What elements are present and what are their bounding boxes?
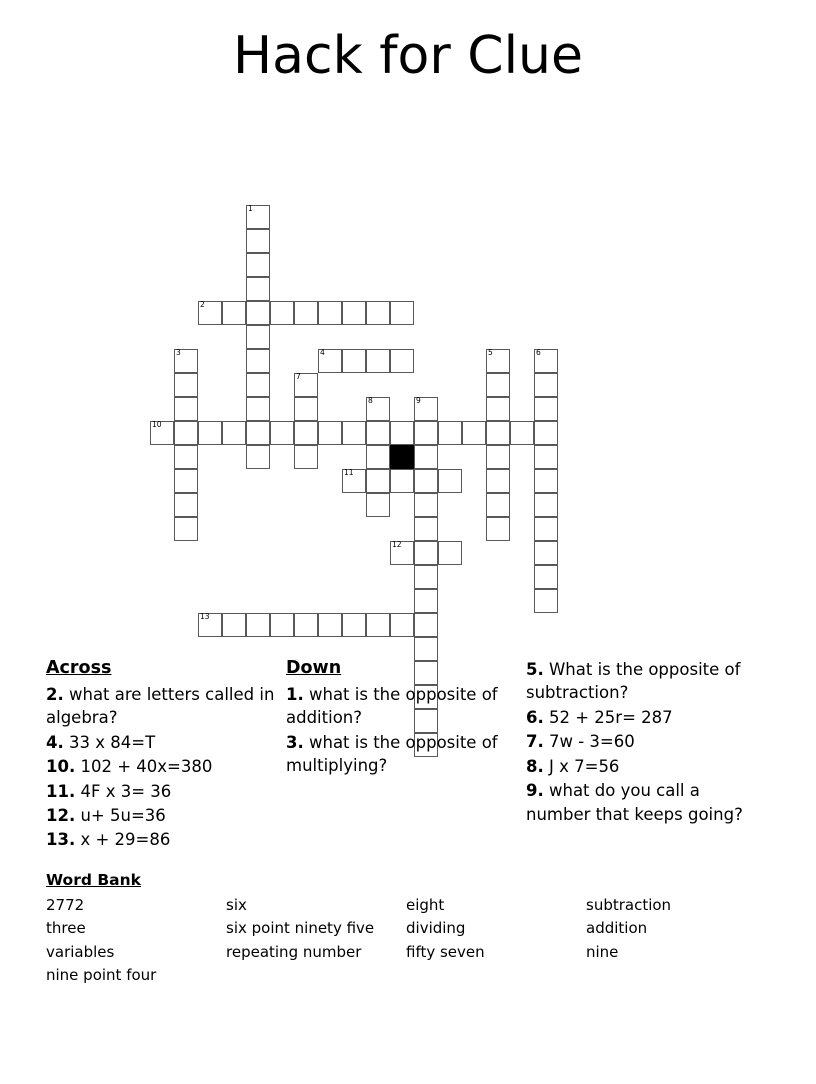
clue-text: J x 7=56 bbox=[543, 756, 620, 776]
word-bank-section bbox=[46, 871, 776, 988]
crossword-cell[interactable] bbox=[198, 421, 222, 445]
crossword-cell[interactable] bbox=[318, 421, 342, 445]
continued-clue-list bbox=[526, 658, 766, 826]
crossword-cell[interactable] bbox=[174, 493, 198, 517]
clue-item bbox=[286, 683, 526, 730]
crossword-cell[interactable] bbox=[486, 445, 510, 469]
cell-number: 5 bbox=[488, 348, 493, 358]
crossword-cell[interactable] bbox=[246, 349, 270, 373]
clue-item bbox=[46, 683, 286, 730]
crossword-cell[interactable] bbox=[342, 421, 366, 445]
crossword-cell[interactable] bbox=[294, 301, 318, 325]
crossword-cell[interactable] bbox=[366, 301, 390, 325]
crossword-cell[interactable] bbox=[318, 349, 342, 373]
crossword-cell[interactable] bbox=[414, 421, 438, 445]
word-bank-item: addition bbox=[586, 919, 648, 938]
word-bank-item bbox=[406, 964, 586, 987]
clue-number: 3. bbox=[286, 732, 304, 752]
crossword-cell[interactable] bbox=[366, 349, 390, 373]
crossword-cell[interactable] bbox=[390, 301, 414, 325]
crossword-cell[interactable] bbox=[534, 397, 558, 421]
word-bank-item: three bbox=[46, 919, 86, 938]
crossword-cell[interactable] bbox=[246, 205, 270, 229]
word-bank-item: fifty seven bbox=[406, 942, 485, 961]
crossword-cell[interactable] bbox=[390, 541, 414, 565]
cell-number: 2 bbox=[200, 300, 205, 310]
clue-number: 7. bbox=[526, 732, 544, 752]
crossword-cell[interactable] bbox=[462, 421, 486, 445]
crossword-cell[interactable] bbox=[246, 253, 270, 277]
crossword-cell[interactable] bbox=[342, 301, 366, 325]
cell-number: 1 bbox=[248, 204, 253, 214]
clue-number: 5. bbox=[526, 660, 544, 679]
clue-number: 2. bbox=[46, 684, 64, 704]
clue-text: what are letters called in algebra? bbox=[46, 684, 275, 728]
clue-number: 11. bbox=[46, 781, 76, 801]
clue-text: 33 x 84=T bbox=[63, 732, 156, 752]
crossword-cell[interactable] bbox=[438, 421, 462, 445]
cell-number: 10 bbox=[152, 420, 162, 430]
crossword-cell[interactable] bbox=[534, 421, 558, 445]
crossword-cell[interactable] bbox=[294, 445, 318, 469]
word-bank-item: subtraction bbox=[586, 896, 672, 914]
crossword-cell[interactable] bbox=[294, 421, 318, 445]
crossword-cell[interactable] bbox=[174, 469, 198, 493]
crossword-cell[interactable] bbox=[174, 397, 198, 421]
crossword-cell[interactable] bbox=[486, 373, 510, 397]
clue-item bbox=[46, 828, 286, 851]
crossword-cell[interactable] bbox=[486, 469, 510, 493]
crossword-cell[interactable] bbox=[294, 613, 318, 637]
crossword-cell[interactable] bbox=[414, 541, 438, 565]
word-bank-item bbox=[226, 964, 406, 987]
crossword-cell[interactable] bbox=[438, 469, 462, 493]
crossword-cell[interactable] bbox=[414, 445, 438, 469]
word-bank-row bbox=[46, 917, 776, 940]
page-title: Hack for Clue bbox=[233, 26, 583, 86]
crossword-cell[interactable] bbox=[366, 493, 390, 517]
clue-item bbox=[286, 731, 526, 778]
across-heading: Across bbox=[46, 658, 112, 678]
crossword-cell[interactable] bbox=[366, 613, 390, 637]
word-bank-item: 2772 bbox=[46, 896, 85, 914]
word-bank-rows bbox=[46, 894, 776, 988]
clue-item bbox=[46, 780, 286, 803]
clue-number: 10. bbox=[46, 757, 76, 777]
crossword-cell[interactable] bbox=[534, 541, 558, 565]
crossword-cell[interactable] bbox=[174, 373, 198, 397]
crossword-cell[interactable] bbox=[222, 421, 246, 445]
crossword-cell[interactable] bbox=[414, 493, 438, 517]
word-bank-item: nine bbox=[586, 942, 619, 961]
crossword-cell[interactable] bbox=[174, 349, 198, 373]
clue-number: 8. bbox=[526, 756, 544, 776]
crossword-cell[interactable] bbox=[270, 421, 294, 445]
crossword-cell[interactable] bbox=[414, 565, 438, 589]
crossword-cell[interactable] bbox=[486, 421, 510, 445]
crossword-cell[interactable] bbox=[390, 349, 414, 373]
crossword-cell[interactable] bbox=[366, 445, 390, 469]
crossword-cell[interactable] bbox=[510, 421, 534, 445]
clue-text: what do you call a number that keeps going? bbox=[526, 781, 743, 824]
crossword-cell[interactable] bbox=[246, 397, 270, 421]
crossword-cell[interactable] bbox=[246, 613, 270, 637]
crossword-cell[interactable] bbox=[270, 301, 294, 325]
clue-number: 13. bbox=[46, 830, 76, 850]
clues-section bbox=[46, 656, 776, 853]
crossword-cell[interactable] bbox=[174, 445, 198, 469]
crossword-cell[interactable] bbox=[534, 445, 558, 469]
clue-number: 1. bbox=[286, 684, 304, 704]
crossword-cell[interactable] bbox=[222, 613, 246, 637]
cell-number: 8 bbox=[368, 396, 373, 406]
word-bank-item: variables bbox=[46, 942, 115, 961]
clue-text: 4F x 3= 36 bbox=[75, 781, 172, 801]
crossword-cell[interactable] bbox=[414, 397, 438, 421]
clue-item bbox=[46, 731, 286, 754]
clue-text: what is the opposite of multiplying? bbox=[286, 732, 498, 776]
crossword-cell[interactable] bbox=[174, 517, 198, 541]
cell-number: 7 bbox=[296, 372, 301, 382]
crossword-cell[interactable] bbox=[294, 397, 318, 421]
crossword-cell[interactable] bbox=[390, 469, 414, 493]
crossword-cell[interactable] bbox=[246, 325, 270, 349]
clue-text: 7w - 3=60 bbox=[543, 732, 635, 752]
word-bank-row bbox=[46, 964, 776, 987]
cell-number: 12 bbox=[392, 540, 402, 550]
crossword-cell[interactable] bbox=[486, 517, 510, 541]
cell-number: 9 bbox=[416, 396, 421, 406]
crossword-cell[interactable] bbox=[414, 517, 438, 541]
cell-number: 4 bbox=[320, 348, 325, 358]
clue-number: 4. bbox=[46, 732, 64, 752]
crossword-cell[interactable] bbox=[486, 397, 510, 421]
crossword-cell[interactable] bbox=[438, 541, 462, 565]
clue-item bbox=[526, 706, 766, 729]
cell-number: 11 bbox=[344, 468, 354, 478]
clue-text: 52 + 25r= 287 bbox=[543, 707, 673, 727]
crossword-cell[interactable] bbox=[414, 469, 438, 493]
across-clue-list bbox=[46, 683, 286, 852]
crossword-cell[interactable] bbox=[246, 421, 270, 445]
cell-number: 13 bbox=[200, 612, 210, 622]
crossword-cell[interactable] bbox=[366, 397, 390, 421]
cell-number: 6 bbox=[536, 348, 541, 358]
down-clue-list bbox=[286, 683, 526, 778]
crossword-cell[interactable] bbox=[534, 469, 558, 493]
crossword-cell[interactable] bbox=[342, 469, 366, 493]
crossword-cell[interactable] bbox=[534, 373, 558, 397]
crossword-cell[interactable] bbox=[534, 565, 558, 589]
crossword-cell[interactable] bbox=[486, 349, 510, 373]
crossword-cell[interactable] bbox=[390, 421, 414, 445]
crossword-cell[interactable] bbox=[342, 613, 366, 637]
crossword-cell[interactable] bbox=[366, 421, 390, 445]
crossword-cell[interactable] bbox=[342, 349, 366, 373]
clue-text: 102 + 40x=380 bbox=[75, 757, 213, 777]
clues-column-down bbox=[286, 656, 526, 779]
clue-item bbox=[46, 804, 286, 827]
crossword-cell[interactable] bbox=[246, 373, 270, 397]
word-bank-item: repeating number bbox=[226, 942, 362, 961]
crossword-cell[interactable] bbox=[534, 493, 558, 517]
word-bank-item: six point ninety five bbox=[226, 919, 375, 938]
word-bank-item: dividing bbox=[406, 919, 466, 938]
crossword-cell[interactable] bbox=[414, 613, 438, 637]
crossword-cell[interactable] bbox=[246, 301, 270, 325]
word-bank-row bbox=[46, 941, 776, 964]
clue-item bbox=[526, 779, 766, 826]
crossword-cell[interactable] bbox=[198, 301, 222, 325]
crossword-cell[interactable] bbox=[246, 445, 270, 469]
clue-item bbox=[526, 658, 766, 705]
crossword-cell[interactable] bbox=[198, 613, 222, 637]
clues-column-continued bbox=[526, 656, 766, 827]
crossword-block-cell bbox=[390, 445, 414, 469]
clue-number: 12. bbox=[46, 805, 76, 825]
clue-text: x + 29=86 bbox=[75, 830, 171, 850]
word-bank-row bbox=[46, 894, 776, 917]
crossword-cell[interactable] bbox=[246, 229, 270, 253]
word-bank-item bbox=[586, 964, 766, 987]
word-bank-heading: Word Bank bbox=[46, 871, 141, 889]
crossword-cell[interactable] bbox=[222, 301, 246, 325]
clues-column-across bbox=[46, 656, 286, 853]
crossword-cell[interactable] bbox=[390, 613, 414, 637]
clue-text: u+ 5u=36 bbox=[75, 805, 166, 825]
crossword-cell[interactable] bbox=[270, 613, 294, 637]
crossword-cell[interactable] bbox=[534, 589, 558, 613]
clue-item bbox=[526, 730, 766, 753]
word-bank-item: six bbox=[226, 896, 247, 914]
clue-item bbox=[526, 755, 766, 778]
clue-text: What is the opposite of subtraction? bbox=[526, 660, 741, 703]
crossword-cell[interactable] bbox=[486, 493, 510, 517]
clue-text: what is the opposite of addition? bbox=[286, 684, 498, 728]
word-bank-item: nine point four bbox=[46, 966, 157, 985]
crossword-grid bbox=[0, 95, 816, 622]
clue-item bbox=[46, 755, 286, 778]
crossword-cell[interactable] bbox=[414, 589, 438, 613]
crossword-cell[interactable] bbox=[534, 349, 558, 373]
word-bank-item: eight bbox=[406, 896, 445, 914]
down-heading: Down bbox=[286, 658, 342, 678]
crossword-cell[interactable] bbox=[246, 277, 270, 301]
clue-number: 6. bbox=[526, 707, 544, 727]
crossword-cell[interactable] bbox=[174, 421, 198, 445]
crossword-cell[interactable] bbox=[366, 469, 390, 493]
crossword-cell[interactable] bbox=[534, 517, 558, 541]
clue-number: 9. bbox=[526, 781, 544, 801]
crossword-cell[interactable] bbox=[318, 613, 342, 637]
crossword-cell[interactable] bbox=[150, 421, 174, 445]
cell-number: 3 bbox=[176, 348, 181, 358]
crossword-cell[interactable] bbox=[318, 301, 342, 325]
crossword-cell[interactable] bbox=[294, 373, 318, 397]
